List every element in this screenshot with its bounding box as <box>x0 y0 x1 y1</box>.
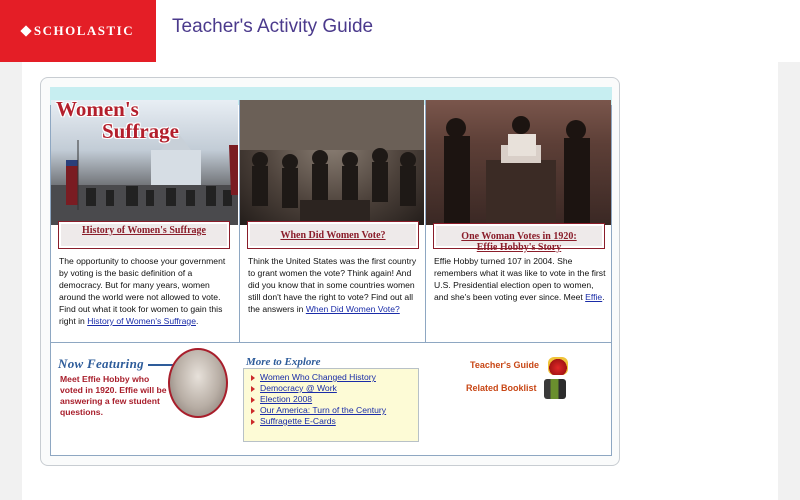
when-text: Think the United States was the first country to grant women the vote? Think again! And did you know that in some countries women still don't have the right to vote? Find out all the answers in <box>248 256 417 314</box>
now-featuring-title <box>58 356 178 372</box>
effie-description <box>434 255 610 303</box>
history-text-end: . <box>195 316 199 326</box>
when-banner-button[interactable]: When Did Women Vote? <box>248 222 418 248</box>
list-item <box>250 394 386 405</box>
list-item <box>250 416 386 427</box>
page-title: Teacher's Activity Guide <box>172 16 374 37</box>
more-to-explore-list <box>250 372 386 427</box>
suffrage-parade-photo <box>51 100 238 225</box>
logo-mark-icon <box>20 25 31 36</box>
explore-link-women-changed-history[interactable]: Women Who Changed History <box>260 372 376 382</box>
effie-text-end: . <box>602 292 605 302</box>
effie-link[interactable]: Effie <box>585 292 603 302</box>
column-history <box>51 100 238 342</box>
history-banner-button[interactable]: History of Women's Suffrage <box>59 222 229 248</box>
effie-banner-line1: One Woman Votes in 1920: <box>461 231 577 242</box>
hero-title-line1: Women's <box>56 100 139 121</box>
hero-title-line2: Suffrage <box>102 119 179 143</box>
voting-illustration <box>240 100 424 225</box>
now-featuring-label: Now Featuring <box>58 356 144 371</box>
column-when <box>239 100 424 342</box>
books-icon[interactable] <box>544 379 566 399</box>
section-divider <box>51 342 611 343</box>
effie-avatar[interactable] <box>168 348 228 418</box>
explore-link-e-cards[interactable]: Suffragette E-Cards <box>260 416 336 426</box>
more-to-explore-title: More to Explore <box>246 356 321 368</box>
top-bar <box>0 0 800 62</box>
women-voting-photo <box>240 100 424 225</box>
when-description <box>248 255 424 315</box>
now-featuring-text: Meet Effie Hobby who voted in 1920. Effie will be answering a few student questions. <box>60 374 167 417</box>
ballot-illustration <box>426 100 611 225</box>
ballot-box-photo <box>426 100 611 225</box>
history-link[interactable]: History of Women's Suffrage <box>87 316 196 326</box>
list-item <box>250 372 386 383</box>
explore-link-democracy[interactable]: Democracy @ Work <box>260 383 337 393</box>
teachers-guide-link[interactable]: Teacher's Guide <box>470 360 539 370</box>
column-effie <box>425 100 611 342</box>
list-item <box>250 383 386 394</box>
history-description <box>59 255 235 327</box>
apple-icon[interactable] <box>548 357 568 375</box>
effie-banner-line2: Effie Hobby's Story <box>476 242 562 253</box>
explore-link-our-america[interactable]: Our America: Turn of the Century <box>260 405 387 415</box>
effie-text: Effie Hobby turned 107 in 2004. She remembers what it was like to vote in the first U.S. Presidential election open to women, and she's been voting ever since. Meet <box>434 256 606 302</box>
history-text: The opportunity to choose your government by voting is the basic definition of a democracy. But for many years, women around the world were not allowed to vote. Find out what it took for women to gain this right in <box>59 256 226 326</box>
list-item <box>250 405 386 416</box>
related-booklist-link[interactable]: Related Booklist <box>466 383 537 393</box>
scholastic-logo[interactable] <box>0 0 156 62</box>
explore-link-election-2008[interactable]: Election 2008 <box>260 394 313 404</box>
logo-text: SCHOLASTIC <box>33 23 135 38</box>
when-link[interactable]: When Did Women Vote? <box>305 304 400 314</box>
hero-title <box>56 100 179 142</box>
effie-banner-button[interactable] <box>434 224 604 253</box>
